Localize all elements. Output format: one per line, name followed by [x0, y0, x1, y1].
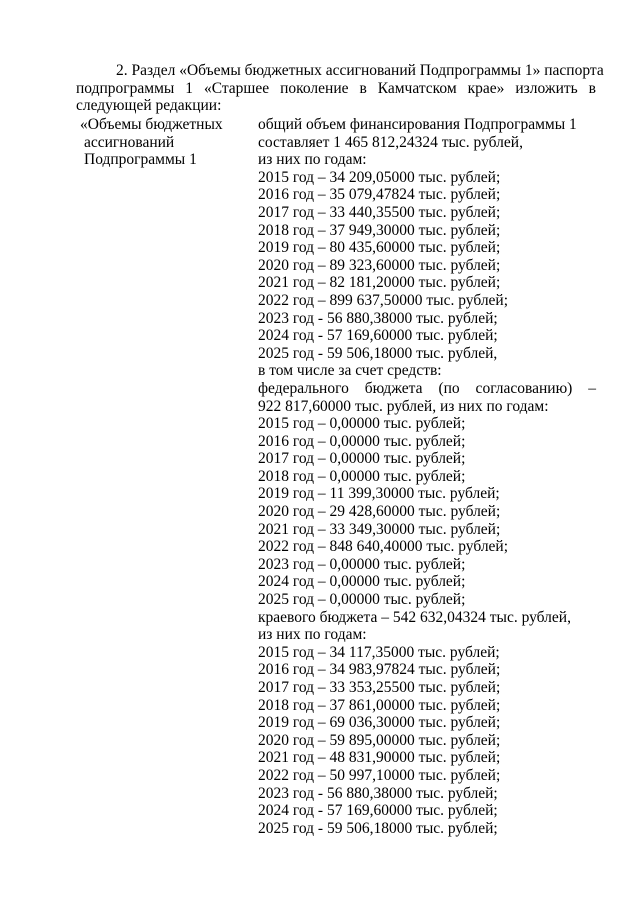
content-line: 2022 год – 848 640,40000 тыс. рублей;	[258, 538, 509, 556]
content-line: 2020 год – 89 323,60000 тыс. рублей;	[258, 256, 501, 274]
content-line: краевого бюджета – 542 632,04324 тыс. рублей,	[258, 608, 571, 626]
content-line: 2023 год - 56 880,38000 тыс. рублей;	[258, 784, 498, 802]
intro-line: 2. Раздел «Объемы бюджетных ассигнований Подпрограммы 1» паспорта	[116, 62, 604, 79]
content-line: 2015 год – 34 117,35000 тыс. рублей;	[258, 643, 500, 661]
section-label-line: Подпрограммы 1	[84, 151, 197, 169]
content-line: в том числе за счет средств:	[258, 362, 442, 380]
content-line: 2019 год – 69 036,30000 тыс. рублей;	[258, 714, 501, 732]
content-line: общий объем финансирования Подпрограммы 1	[258, 116, 577, 133]
intro-paragraph	[76, 62, 604, 115]
content-line: 2022 год – 899 637,50000 тыс. рублей;	[258, 291, 509, 309]
content-line: 2022 год – 50 997,10000 тыс. рублей;	[258, 766, 501, 784]
content-line: 2016 год – 0,00000 тыс. рублей;	[258, 432, 466, 450]
section-label-column	[80, 116, 250, 169]
content-line: из них по годам:	[258, 626, 367, 644]
content-line: 2018 год – 37 861,00000 тыс. рублей;	[258, 696, 501, 714]
content-line: 2017 год – 0,00000 тыс. рублей;	[258, 450, 466, 468]
intro-line: подпрограммы 1 «Старшее поколение в Камчатском крае» изложить в	[76, 79, 596, 97]
content-line: 2024 год - 57 169,60000 тыс. рублей;	[258, 327, 498, 345]
content-line: составляет 1 465 812,24324 тыс. рублей,	[258, 133, 523, 151]
content-line: 2021 год – 33 349,30000 тыс. рублей;	[258, 520, 501, 538]
content-line: 2021 год – 82 181,20000 тыс. рублей;	[258, 274, 501, 292]
content-line: 2019 год – 11 399,30000 тыс. рублей;	[258, 485, 500, 503]
content-line: 2024 год – 0,00000 тыс. рублей;	[258, 573, 466, 591]
content-line: 2025 год – 0,00000 тыс. рублей;	[258, 591, 466, 609]
section-label-line: ассигнований	[84, 133, 175, 151]
content-line: 2017 год – 33 353,25500 тыс. рублей;	[258, 679, 501, 696]
content-line: 2017 год – 33 440,35500 тыс. рублей;	[258, 203, 501, 221]
content-line: 2018 год – 37 949,30000 тыс. рублей;	[258, 221, 501, 239]
content-line: 2016 год – 35 079,47824 тыс. рублей;	[258, 186, 501, 204]
content-line: 2019 год – 80 435,60000 тыс. рублей;	[258, 239, 501, 257]
section-label-line: «Объемы бюджетных	[80, 116, 223, 133]
content-line: 2018 год – 0,00000 тыс. рублей;	[258, 467, 466, 485]
content-line: 2015 год – 34 209,05000 тыс. рублей;	[258, 168, 501, 186]
content-line: 2020 год – 29 428,60000 тыс. рублей;	[258, 503, 501, 521]
content-line: 2016 год – 34 983,97824 тыс. рублей;	[258, 661, 501, 679]
content-line: 2020 год – 59 895,00000 тыс. рублей;	[258, 731, 501, 749]
content-line: 922 817,60000 тыс. рублей, из них по годам:	[258, 397, 549, 415]
content-line: из них по годам:	[258, 151, 367, 169]
content-line: 2023 год – 0,00000 тыс. рублей;	[258, 555, 466, 573]
content-line: 2024 год - 57 169,60000 тыс. рублей;	[258, 802, 498, 820]
section-content-column	[258, 116, 596, 837]
content-line: 2015 год – 0,00000 тыс. рублей;	[258, 415, 466, 433]
content-line: 2023 год - 56 880,38000 тыс. рублей;	[258, 309, 498, 327]
content-line: 2021 год – 48 831,90000 тыс. рублей;	[258, 749, 501, 767]
content-line: 2025 год - 59 506,18000 тыс. рублей;	[258, 819, 498, 837]
content-line: федерального бюджета (по согласованию) –	[258, 379, 596, 397]
content-line: 2025 год - 59 506,18000 тыс. рублей,	[258, 344, 498, 362]
intro-line: следующей редакции:	[76, 97, 222, 115]
